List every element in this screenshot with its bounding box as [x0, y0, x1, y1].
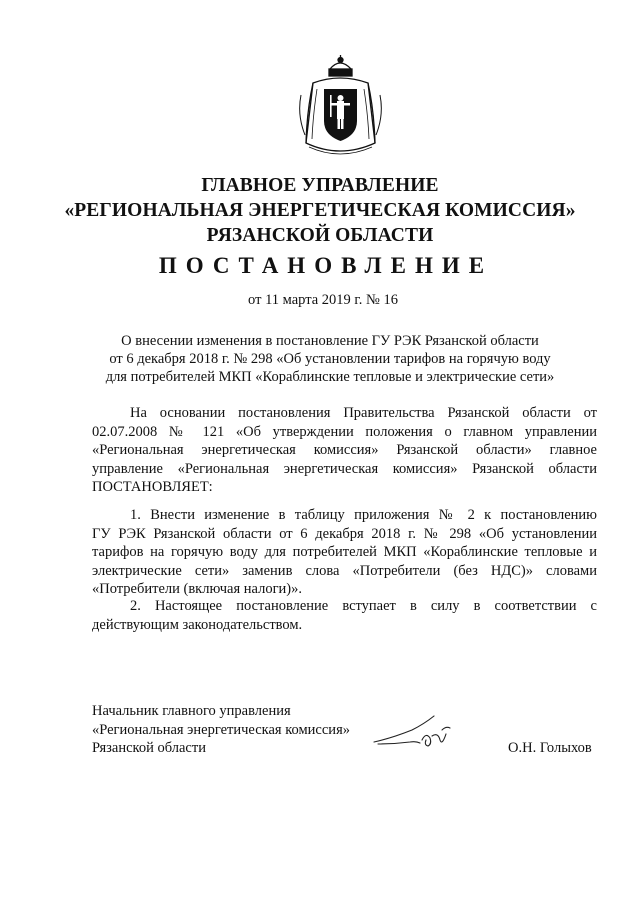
paragraph-line: «Региональная энергетическая комиссия» Рязанской области» главное [92, 442, 597, 458]
paragraph-line: 1. Внести изменение в таблицу приложения № 2 к постановлению [130, 507, 597, 523]
paragraph-line: ГУ РЭК Рязанской области от 6 декабря 2018 г. № 298 «Об установлении [92, 525, 597, 542]
subject-line: О внесении изменения в постановление ГУ РЭК Рязанской области [121, 333, 539, 349]
agency-name-line-3: РЯЗАНСКОЙ ОБЛАСТИ [206, 225, 434, 246]
position-line: «Региональная энергетическая комиссия» [92, 721, 350, 738]
paragraph-line: 02.07.2008 № 121 «Об утверждении положения о главном управлении [92, 423, 597, 440]
coat-of-arms-icon [293, 55, 388, 165]
paragraph-line: тарифов на горячую воду для потребителей МКП «Кораблинские тепловые и [92, 544, 597, 560]
document-subject [40, 332, 620, 386]
paragraph-line: 2. Настоящее постановление вступает в силу в соответствии с [130, 598, 597, 614]
subject-line: для потребителей МКП «Кораблинские тепловые и электрические сети» [105, 369, 555, 385]
paragraph-line: управление «Региональная энергетическая комиссия» Рязанской области [92, 460, 597, 477]
paragraph-line: действующим законодательством. [92, 616, 303, 633]
resolution-item-1 [92, 506, 597, 599]
position-line: Рязанской области [92, 740, 206, 756]
agency-name-line-1: ГЛАВНОЕ УПРАВЛЕНИЕ [201, 175, 439, 196]
paragraph-line: На основании постановления Правительства Рязанской области от [130, 405, 597, 421]
signatory-position [92, 702, 350, 758]
paragraph-line: электрические сети» заменив слова «Потребители (без НДС)» словами [92, 562, 597, 579]
document-type-title: ПОСТАНОВЛЕНИЕ [158, 253, 494, 278]
agency-name-line-2: «РЕГИОНАЛЬНАЯ ЭНЕРГЕТИЧЕСКАЯ КОМИССИЯ» [64, 200, 576, 221]
subject-line: от 6 декабря 2018 г. № 298 «Об установлении тарифов на горячую воду [109, 351, 551, 367]
position-line: Начальник главного управления [92, 703, 291, 719]
document-date-number: от 11 марта 2019 г. № 16 [248, 292, 398, 308]
handwritten-signature [372, 712, 457, 752]
paragraph-line: ПОСТАНОВЛЯЕТ: [92, 479, 213, 495]
resolution-item-2 [92, 597, 597, 634]
paragraph-line: «Потребители (включая налоги)». [92, 581, 302, 597]
signatory-name: О.Н. Голыхов [508, 740, 592, 756]
basis-paragraph [92, 404, 597, 497]
